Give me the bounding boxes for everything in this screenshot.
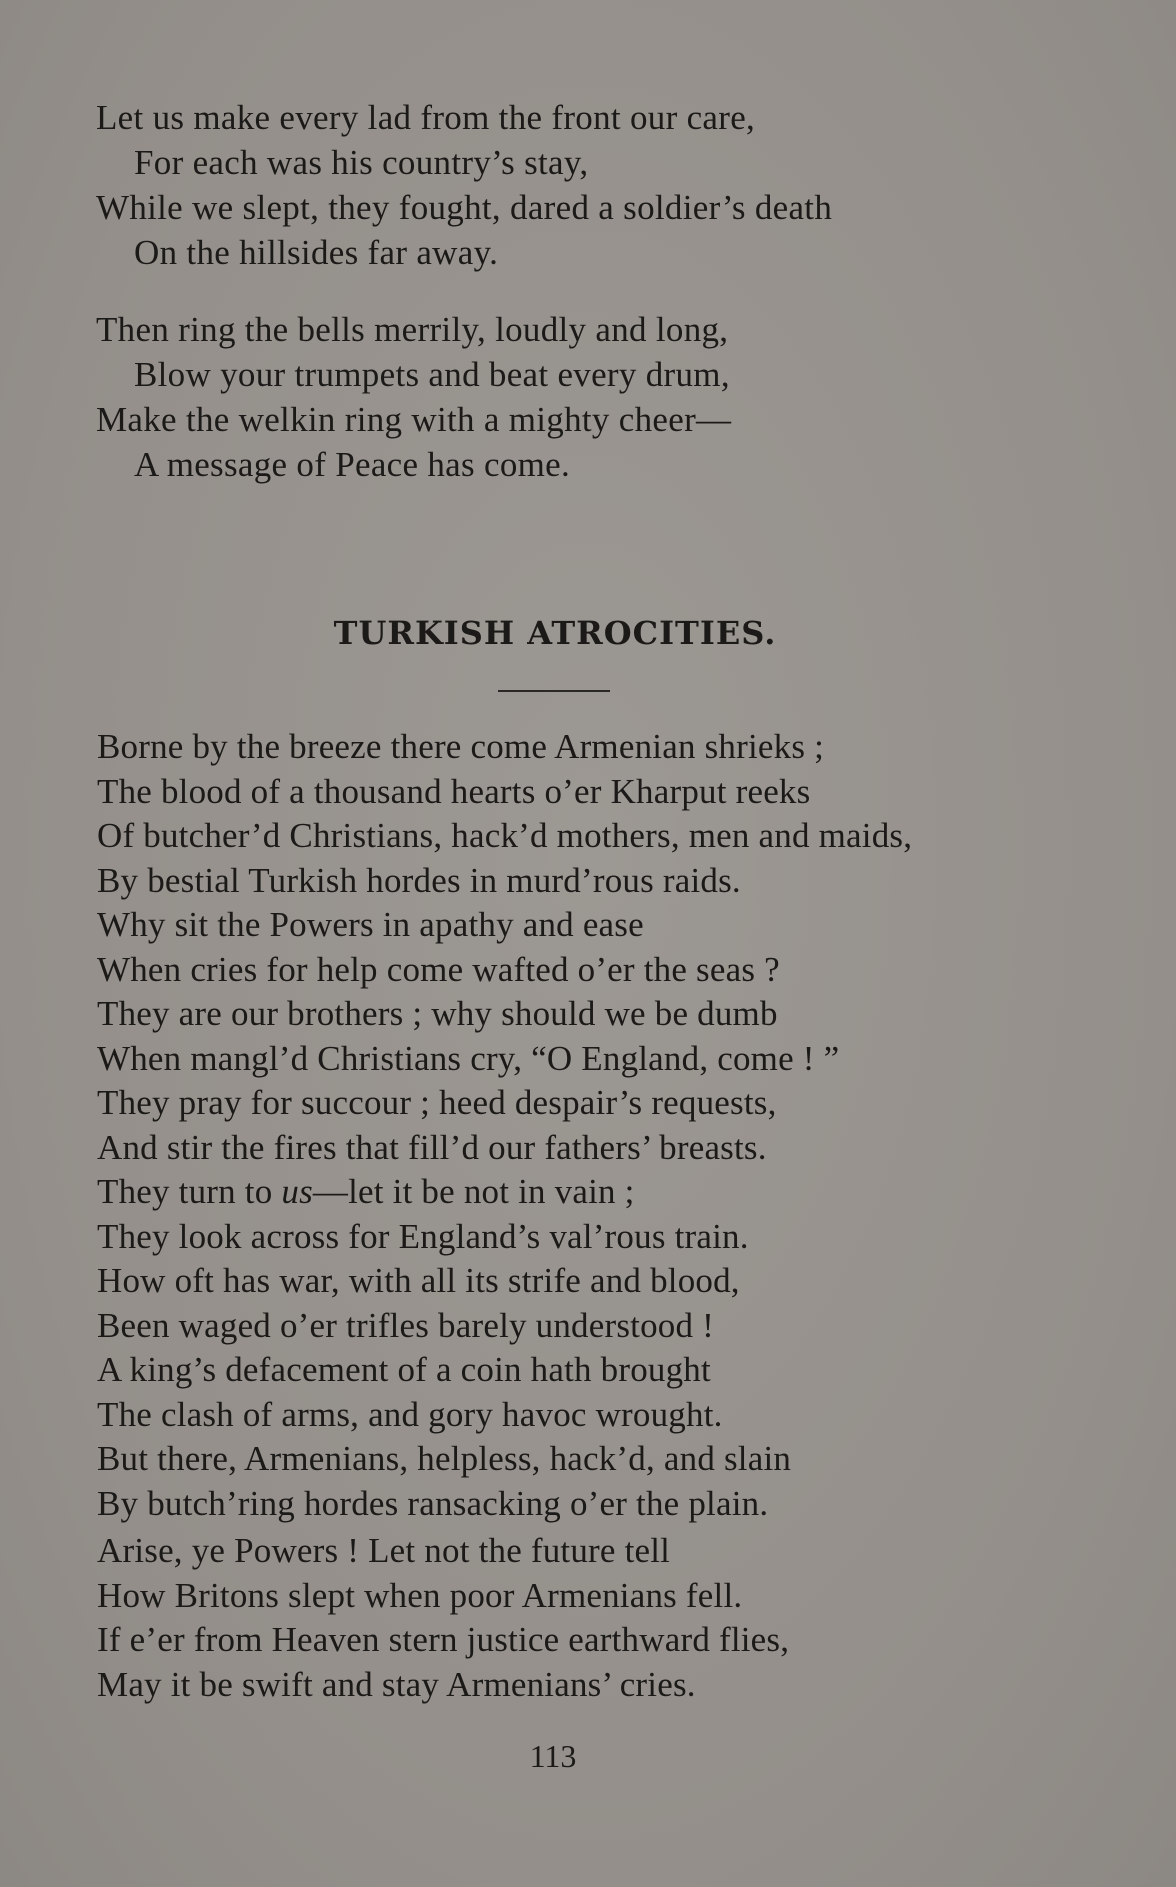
stanza-2-line-4: A message of Peace has come. (134, 445, 571, 484)
poem-line: Arise, ye Powers ! Let not the future tell (97, 1531, 671, 1570)
poem-line: How oft has war, with all its strife and blood, (97, 1261, 740, 1300)
poem-stanza-1 (97, 725, 1097, 1526)
poem-line: By butch’ring hordes ransacking o’er the plain. (97, 1483, 769, 1523)
stanza-1-line-1: Let us make every lad from the front our care, (96, 98, 756, 137)
poem-line: Been waged o’er trifles barely understood ! (97, 1305, 714, 1345)
poem-line: They look across for England’s val’rous train. (97, 1216, 749, 1256)
poem-line: If e’er from Heaven stern justice earthward flies, (97, 1620, 790, 1659)
stanza-2-line-2: Blow your trumpets and beat every drum, (134, 355, 730, 394)
poem-line: When cries for help come wafted o’er the seas ? (97, 949, 780, 989)
stanza-1-line-2: For each was his country’s stay, (134, 143, 589, 182)
stanza-1-line-4: On the hillsides far away. (134, 233, 499, 272)
poem-stanza-2 (97, 1529, 1097, 1707)
stanza-2 (96, 307, 1096, 487)
page-number: 113 (529, 1738, 577, 1774)
poem-line: By bestial Turkish hordes in murd’rous raids. (97, 860, 741, 900)
poem-line: They pray for succour ; heed despair’s requests, (97, 1083, 777, 1122)
poem-line: The clash of arms, and gory havoc wrought. (97, 1394, 723, 1434)
poem-line: But there, Armenians, helpless, hack’d, and slain (97, 1439, 792, 1478)
stanza-2-line-3: Make the welkin ring with a mighty cheer— (96, 400, 732, 439)
stanza-2-line-1: Then ring the bells merrily, loudly and long, (96, 310, 729, 349)
poem-line: And stir the fires that fill’d our fathers’ breasts. (97, 1127, 767, 1167)
poem-line: Of butcher’d Christians, hack’d mothers, men and maids, (97, 816, 913, 855)
stanza-1 (96, 95, 1096, 275)
poem-line: May it be swift and stay Armenians’ cries. (97, 1664, 696, 1704)
poem-line: They are our brothers ; why should we be dumb (97, 994, 778, 1033)
poem-line: When mangl’d Christians cry, “O England, come ! ” (97, 1038, 840, 1078)
poem-line-with-italic (97, 1170, 1097, 1215)
poem-title: TURKISH ATROCITIES. (333, 614, 777, 652)
poem-line-start: They turn to (97, 1172, 282, 1211)
italic-word: us (281, 1172, 313, 1211)
stanza-1-line-3: While we slept, they fought, dared a soldier’s death (96, 188, 833, 227)
poem-line: Borne by the breeze there come Armenian shrieks ; (97, 727, 825, 766)
title-rule (498, 690, 610, 692)
poem-line: The blood of a thousand hearts o’er Kharput reeks (97, 771, 811, 811)
poem-line: A king’s defacement of a coin hath brought (97, 1350, 711, 1389)
poem-line: Why sit the Powers in apathy and ease (97, 905, 644, 944)
poem-line-end: —let it be not in vain ; (312, 1172, 635, 1211)
poem-line: How Britons slept when poor Armenians fell. (97, 1575, 743, 1615)
